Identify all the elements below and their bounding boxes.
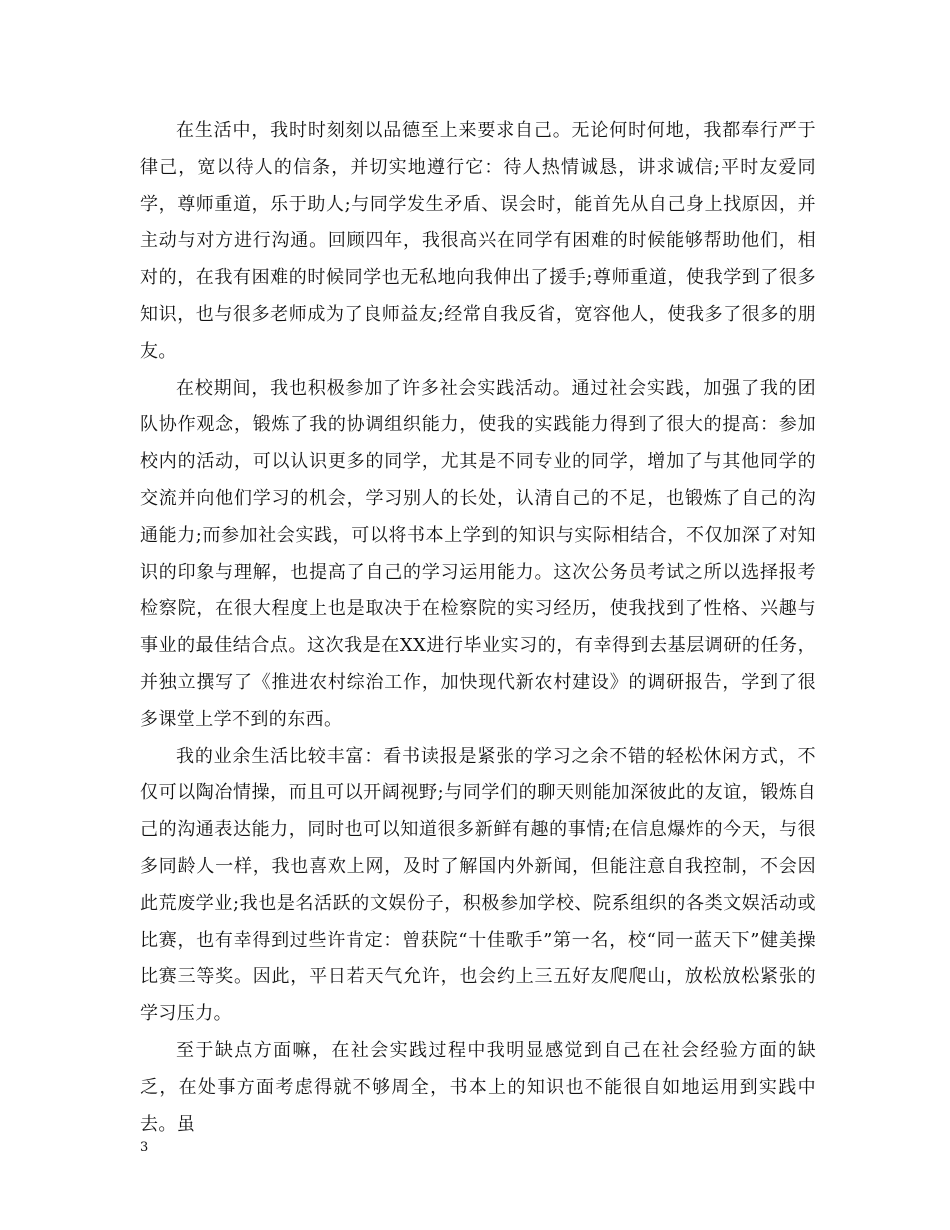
- paragraph-4: 至于缺点方面嘛，在社会实践过程中我明显感觉到自己在社会经验方面的缺乏，在处事方面考虑得就不够周全，书本上的知识也不能很自如地运用到实践中去。虽: [140, 1039, 816, 1135]
- paragraph-1: 在生活中，我时时刻刻以品德至上来要求自己。无论何时何地，我都奉行严于律己，宽以待人的信条，并切实地遵行它：待人热情诚恳，讲求诚信;平时友爱同学，尊师重道，乐于助人;与同学发生矛盾、误会时，能首先从自己身上找原因，并主动与对方进行沟通。回顾四年，我很高兴在同学有困难的时候能够帮助他们，相对的，在我有困难的时候同学也无私地向我伸出了援手;尊师重道，使我学到了很多知识，也与很多老师成为了良师益友;经常自我反省，宽容他人，使我多了很多的朋友。: [140, 120, 816, 362]
- paragraph-3: 我的业余生活比较丰富：看书读报是紧张的学习之余不错的轻松休闲方式，不仅可以陶冶情操，而且可以开阔视野;与同学们的聊天则能加深彼此的友谊，锻炼自己的沟通表达能力，同时也可以知道很多新鲜有趣的事情;在信息爆炸的今天，与很多同龄人一样，我也喜欢上网，及时了解国内外新闻，但能注意自我控制，不会因此荒废学业;我也是名活跃的文娱份子，积极参加学校、院系组织的各类文娱活动或比赛，也有幸得到过些许肯定：曾获院“十佳歌手”第一名，校“同一蓝天下”健美操比赛三等奖。因此，平日若天气允许，也会约上三五好友爬爬山，放松放松紧张的学习压力。: [140, 745, 816, 1025]
- paragraph-2: 在校期间，我也积极参加了许多社会实践活动。通过社会实践，加强了我的团队协作观念，锻炼了我的协调组织能力，使我的实践能力得到了很大的提高：参加校内的活动，可以认识更多的同学，尤其是不同专业的同学，增加了与其他同学的交流并向他们学习的机会，学习别人的长处，认清自己的不足，也锻炼了自己的沟通能力;而参加社会实践，可以将书本上学到的知识与实际相结合，不仅加深了对知识的印象与理解，也提高了自己的学习运用能力。这次公务员考试之所以选择报考检察院，在很大程度上也是取决于在检察院的实习经历，使我找到了性格、兴趣与事业的最佳结合点。这次我是在XX进行毕业实习的，有幸得到去基层调研的任务，并独立撰写了《推进农村综治工作，加快现代新农村建设》的调研报告，学到了很多课堂上学不到的东西。: [140, 377, 816, 730]
- page-number: 3: [140, 1140, 149, 1155]
- document-body: [140, 113, 816, 1143]
